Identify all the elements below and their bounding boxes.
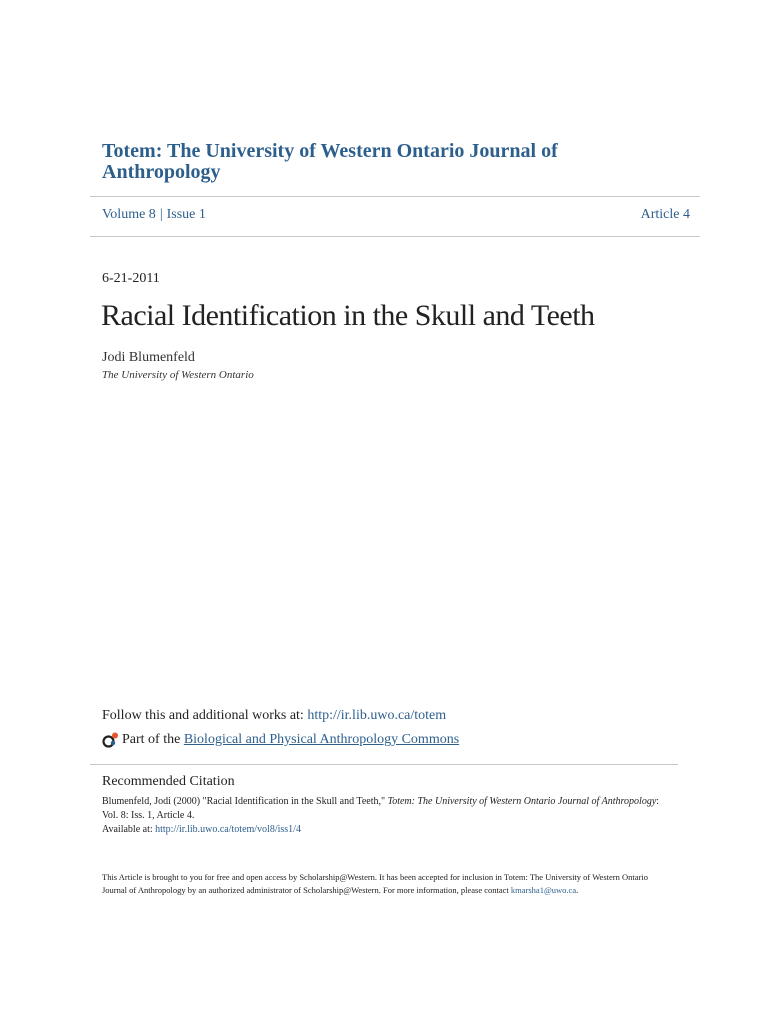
second-rule <box>90 236 700 237</box>
citation-volume: : Vol. 8: Iss. 1, Article 4. <box>102 796 660 821</box>
recommended-citation-heading: Recommended Citation <box>102 774 235 789</box>
access-statement <box>102 871 672 897</box>
contact-email-link[interactable]: kmarsha1@uwo.ca <box>510 885 577 895</box>
available-label: Available at: <box>102 824 156 835</box>
access-end: . <box>576 885 579 895</box>
journal-title[interactable]: Totem: The University of Western Ontario Journal of Anthropology <box>102 140 558 183</box>
separator: | <box>159 207 163 222</box>
top-rule <box>90 196 700 197</box>
publication-date: 6-21-2011 <box>102 271 160 286</box>
issue-link[interactable]: Issue 1 <box>166 207 206 222</box>
follow-prefix: Follow this and additional works at: <box>102 708 308 723</box>
follow-url-link[interactable]: http://ir.lib.uwo.ca/totem <box>307 708 447 723</box>
available-url-link[interactable]: http://ir.lib.uwo.ca/totem/vol8/iss1/4 <box>155 824 301 835</box>
access-text: This Article is brought to you for free and open access by Scholarship@Western. It has been accepted for inclusion in Totem: The University of Western Ontario Journal of Anthropology by an authorized administrator of Scholarship@Western. For more information, please contact <box>102 872 648 895</box>
citation-text: Blumenfeld, Jodi (2000) "Racial Identification in the Skull and Teeth," <box>102 796 388 807</box>
article-title: Racial Identification in the Skull and Teeth <box>101 299 595 332</box>
volume-link[interactable]: Volume 8 <box>102 207 156 222</box>
volume-issue <box>102 207 206 223</box>
commons-network-icon <box>102 731 120 749</box>
article-number-link[interactable]: Article 4 <box>640 207 690 222</box>
commons-link[interactable]: Biological and Physical Anthropology Commons <box>183 732 460 747</box>
citation-block <box>102 795 662 837</box>
part-of-line <box>102 731 459 749</box>
volume-issue-line <box>102 207 690 223</box>
part-of-prefix: Part of the <box>122 732 184 747</box>
author-affiliation: The University of Western Ontario <box>102 369 254 381</box>
citation-rule <box>90 764 678 765</box>
citation-journal: Totem: The University of Western Ontario Journal of Anthropology <box>387 796 657 807</box>
follow-line <box>102 708 446 724</box>
author-name: Jodi Blumenfeld <box>102 350 195 365</box>
